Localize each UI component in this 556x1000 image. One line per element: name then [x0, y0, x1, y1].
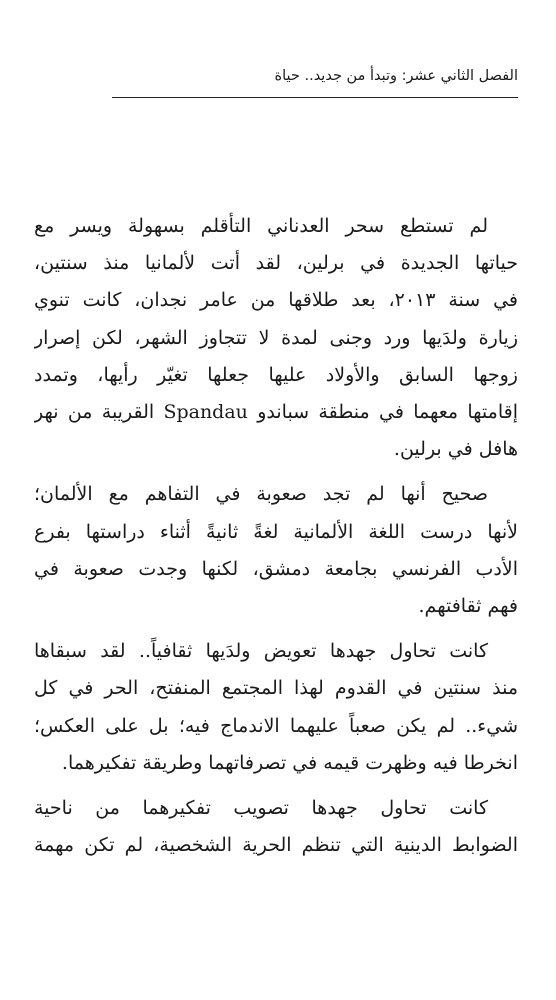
text-line: منذ سنتين في القدوم لهذا المجتمع المنفتح، الحر في كل	[34, 677, 518, 700]
text-line: زيارة ولدَيها ورد وجنى لمدة لا تتجاوز الشهر، لكن إصرار	[34, 326, 518, 349]
running-header: الفصل الثاني عشر: وتبدأ من جديد.. حياة	[274, 68, 518, 84]
header-rule	[112, 97, 518, 98]
paragraph	[34, 633, 518, 782]
paragraph	[34, 790, 518, 864]
text-line: صحيح أنها لم تجد صعوبة في التفاهم مع الألمان؛	[34, 483, 488, 506]
text-line: إقامتها معهما في منطقة سباندو Spandau القريبة من نهر	[34, 401, 518, 424]
text-line: في سنة ٢٠١٣، بعد طلاقها من عامر نجدان، كانت تنوي	[34, 289, 518, 312]
text-line: كانت تحاول جهدها تصويب تفكيرهما من ناحية	[34, 797, 488, 820]
text-line: هافل في برلين.	[393, 438, 518, 461]
body-text	[34, 208, 518, 864]
text-line: زوجها السابق والأولاد عليها جعلها تغيّر رأيها، وتمدد	[34, 363, 518, 386]
text-line: حياتها الجديدة في برلين، لقد أتت لألمانيا منذ سنتين،	[34, 252, 518, 275]
paragraph	[34, 208, 518, 468]
text-line: لم تستطع سحر العدناني التأقلم بسهولة ويسر مع	[34, 215, 488, 237]
text-line: فهم ثقافتهم.	[418, 595, 518, 618]
text-line: الأدب الفرنسي بجامعة دمشق، لكنها وجدت صعوبة في	[34, 557, 518, 580]
text-line: لأنها درست اللغة الألمانية لغةً ثانيةً أثناء دراستها بفرع	[34, 520, 518, 543]
text-line: كانت تحاول جهدها تعويض ولدَيها ثقافياً.. لقد سبقاها	[34, 640, 488, 663]
paragraph	[34, 476, 518, 625]
text-line: شيء.. لم يكن صعباً عليهما الاندماج فيه؛ بل على العكس؛	[34, 714, 518, 737]
text-line: الضوابط الدينية التي تنظم الحرية الشخصية، لم تكن مهمة	[34, 834, 518, 857]
text-line: انخرطا فيه وظهرت قيمه في تصرفاتهما وطريقة تفكيرهما.	[61, 751, 518, 774]
